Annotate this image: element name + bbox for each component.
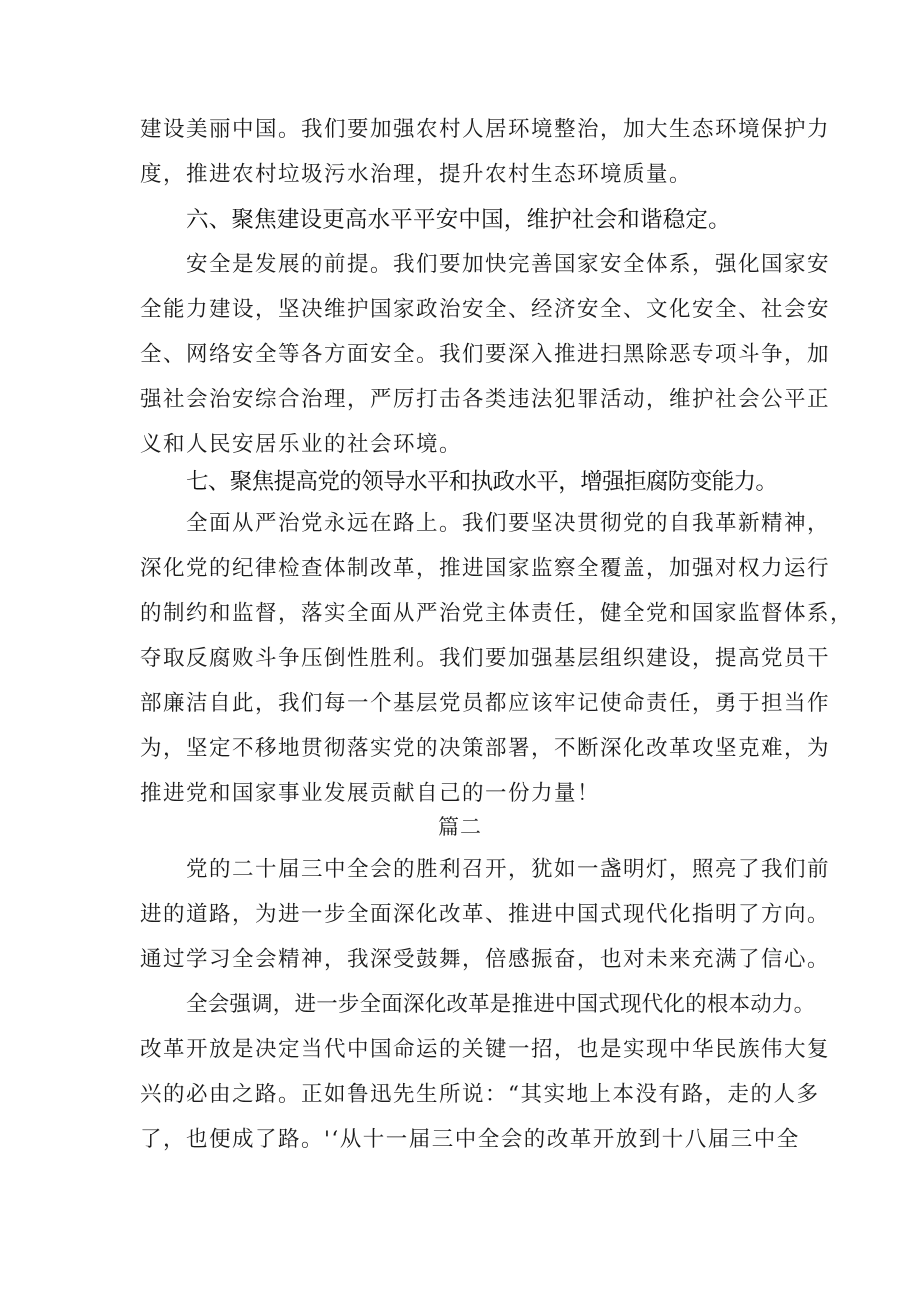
body-line: 夺取反腐败斗争压倒性胜利。我们要加强基层组织建设，提高党员干: [140, 646, 831, 671]
body-line: 建设美丽中国。我们要加强农村人居环境整治，加大生态环境保护力: [140, 117, 831, 142]
body-line: 全会强调，进一步全面深化改革是推进中国式现代化的根本动力。: [186, 992, 816, 1017]
body-line: 全能力建设，坚决维护国家政治安全、经济安全、文化安全、社会安: [140, 297, 831, 322]
body-line: 的制约和监督，落实全面从严治党主体责任，健全党和国家监督体系，: [140, 601, 854, 626]
part-title: 篇二: [438, 815, 482, 839]
body-line: 度，推进农村垃圾污水治理，提升农村生态环境质量。: [140, 162, 693, 187]
body-line: 改革开放是决定当代中国命运的关键一招，也是实现中华民族伟大复: [140, 1037, 831, 1062]
body-line: 全、网络安全等各方面安全。我们要深入推进扫黑除恶专项斗争，加: [140, 342, 831, 367]
body-line: 部廉洁自此，我们每一个基层党员都应该牢记使命责任，勇于担当作: [140, 691, 831, 716]
body-line: 了，也便成了路。'‘从十一届三中全会的改革开放到十八届三中全: [140, 1127, 800, 1152]
body-line: 推进党和国家事业发展贡献自己的一份力量！: [140, 781, 601, 806]
body-line: 义和人民安居乐业的社会环境。: [140, 432, 463, 457]
section-heading: 六、聚焦建设更高水平平安中国，维护社会和谐稳定。: [186, 207, 731, 233]
body-line: 全面从严治党永远在路上。我们要坚决贯彻党的自我革新精神，: [186, 511, 831, 536]
section-heading: 七、聚焦提高党的领导水平和执政水平，增强拒腐防变能力。: [186, 469, 778, 495]
body-line: 兴的必由之路。正如鲁迅先生所说：“其实地上本没有路，走的人多: [140, 1082, 820, 1107]
body-line: 通过学习全会精神，我深受鼓舞，倍感振奋，也对未来充满了信心。: [140, 947, 831, 972]
body-line: 强社会治安综合治理，严厉打击各类违法犯罪活动，维护社会公平正: [140, 387, 831, 412]
body-line: 为，坚定不移地贯彻落实党的决策部署，不断深化改革攻坚克难，为: [140, 736, 831, 761]
body-line: 安全是发展的前提。我们要加快完善国家安全体系，强化国家安: [186, 252, 831, 277]
body-line: 党的二十届三中全会的胜利召开，犹如一盏明灯，照亮了我们前: [186, 857, 831, 882]
body-line: 进的道路，为进一步全面深化改革、推进中国式现代化指明了方向。: [140, 902, 831, 927]
body-line: 深化党的纪律检查体制改革，推进国家监察全覆盖，加强对权力运行: [140, 556, 831, 581]
